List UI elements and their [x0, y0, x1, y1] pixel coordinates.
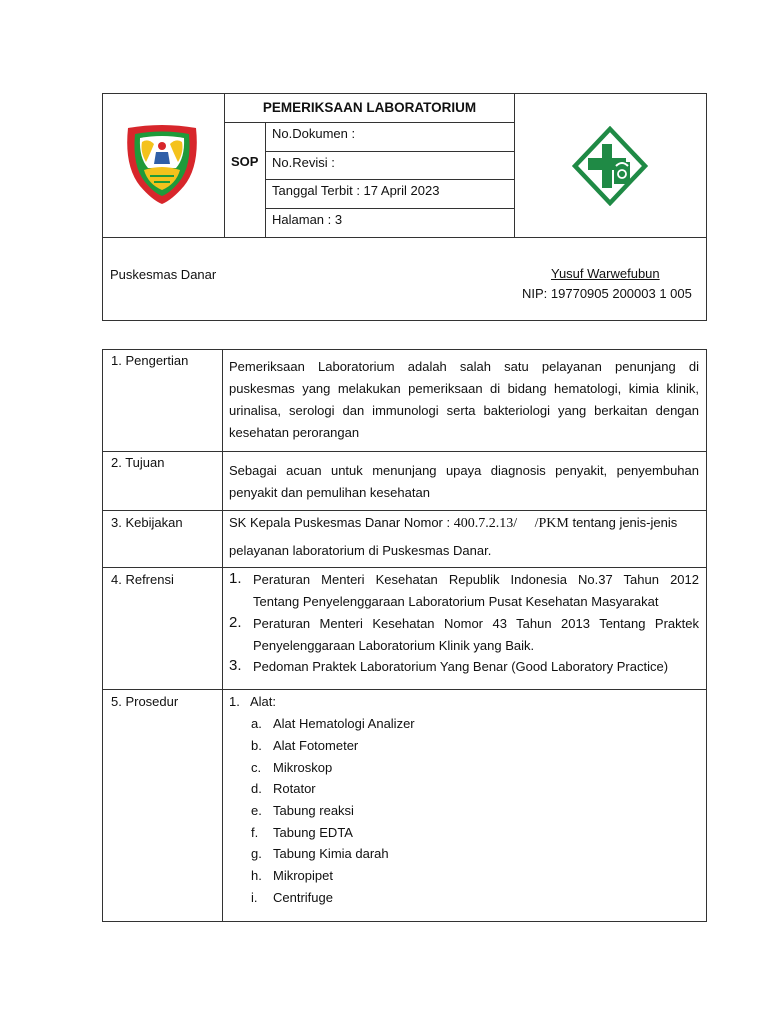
- tujuan-line: penyakit dan pemulihan kesehatan: [229, 485, 430, 500]
- document-title: PEMERIKSAAN LABORATORIUM: [262, 100, 477, 115]
- refrensi-line: Pedoman Praktek Laboratorium Yang Benar (Good Laboratory Practice): [253, 659, 669, 674]
- list-item-letter: i.: [251, 890, 258, 905]
- refrensi-line: Peraturan Menteri Kesehatan Republik Indonesia No.37 Tahun 2012: [253, 572, 699, 587]
- list-item: Mikroskop: [273, 760, 333, 775]
- page-field: Halaman : 3: [272, 212, 343, 227]
- list-item: Tabung EDTA: [273, 825, 353, 840]
- organization-name: Puskesmas Danar: [110, 267, 217, 282]
- refrensi-line: Peraturan Menteri Kesehatan Nomor 43 Tahun 2013 Tentang Praktek: [253, 616, 699, 631]
- signatory-nip: NIP: 19770905 200003 1 005: [522, 286, 692, 301]
- section-label-prosedur: 5. Prosedur: [111, 694, 179, 709]
- doc-number-field: No.Dokumen :: [272, 126, 356, 141]
- refrensi-number: 2.: [229, 614, 242, 631]
- section-label-refrensi: 4. Refrensi: [111, 572, 174, 587]
- list-item-letter: b.: [251, 738, 262, 753]
- health-cross-logo: [572, 126, 648, 206]
- list-item: Tabung Kimia darah: [273, 846, 389, 861]
- regional-emblem-logo: [124, 124, 200, 206]
- signatory-name: Yusuf Warwefubun: [551, 266, 660, 281]
- revision-field: No.Revisi :: [272, 155, 335, 170]
- kebijakan-text-a: SK Kepala Puskesmas Danar Nomor :: [229, 515, 454, 530]
- list-item-letter: h.: [251, 868, 262, 883]
- section-label-kebijakan: 3. Kebijakan: [111, 515, 183, 530]
- list-item-letter: c.: [251, 760, 262, 775]
- section-label-pengertian: 1. Pengertian: [111, 353, 189, 368]
- list-item: Alat Fotometer: [273, 738, 359, 753]
- list-item: Alat Hematologi Analizer: [273, 716, 415, 731]
- refrensi-number: 3.: [229, 657, 242, 674]
- list-item-letter: a.: [251, 716, 262, 731]
- sop-label: SOP: [231, 154, 259, 169]
- list-item-letter: e.: [251, 803, 262, 818]
- refrensi-number: 1.: [229, 570, 242, 587]
- pengertian-line: puskesmas yang melakukan pemeriksaan di bidang hematologi, kimia klinik,: [229, 381, 699, 396]
- list-item-letter: f.: [251, 825, 259, 840]
- prosedur-heading: 1. Alat:: [229, 694, 276, 709]
- issue-date-field: Tanggal Terbit : 17 April 2023: [272, 183, 440, 198]
- list-item-letter: d.: [251, 781, 262, 796]
- pengertian-line: kesehatan perorangan: [229, 425, 360, 440]
- list-item: Tabung reaksi: [273, 803, 354, 818]
- pengertian-line: Pemeriksaan Laboratorium adalah salah satu pelayanan penunjang di: [229, 359, 699, 374]
- tujuan-line: Sebagai acuan untuk menunjang upaya diagnosis penyakit, penyembuhan: [229, 463, 699, 478]
- section-label-tujuan: 2. Tujuan: [111, 455, 165, 470]
- kebijakan-line-2: pelayanan laboratorium di Puskesmas Danar.: [229, 543, 492, 558]
- pengertian-line: urinalisa, serologi dan immunologi serta bakteriologi yang berkaitan dengan: [229, 403, 699, 418]
- refrensi-line: Penyelenggaraan Laboratorium Klinik yang Baik.: [253, 638, 535, 653]
- list-item: Mikropipet: [273, 868, 333, 883]
- list-item-letter: g.: [251, 846, 262, 861]
- kebijakan-decree-number: 400.7.2.13/ /PKM: [453, 516, 569, 531]
- kebijakan-text-c: tentang jenis-jenis: [568, 515, 678, 530]
- list-item: Centrifuge: [273, 890, 333, 905]
- list-item: Rotator: [273, 781, 316, 796]
- refrensi-line: Tentang Penyelenggaraan Laboratorium Pusat Kesehatan Masyarakat: [253, 594, 659, 609]
- kebijakan-line-1: [229, 515, 677, 532]
